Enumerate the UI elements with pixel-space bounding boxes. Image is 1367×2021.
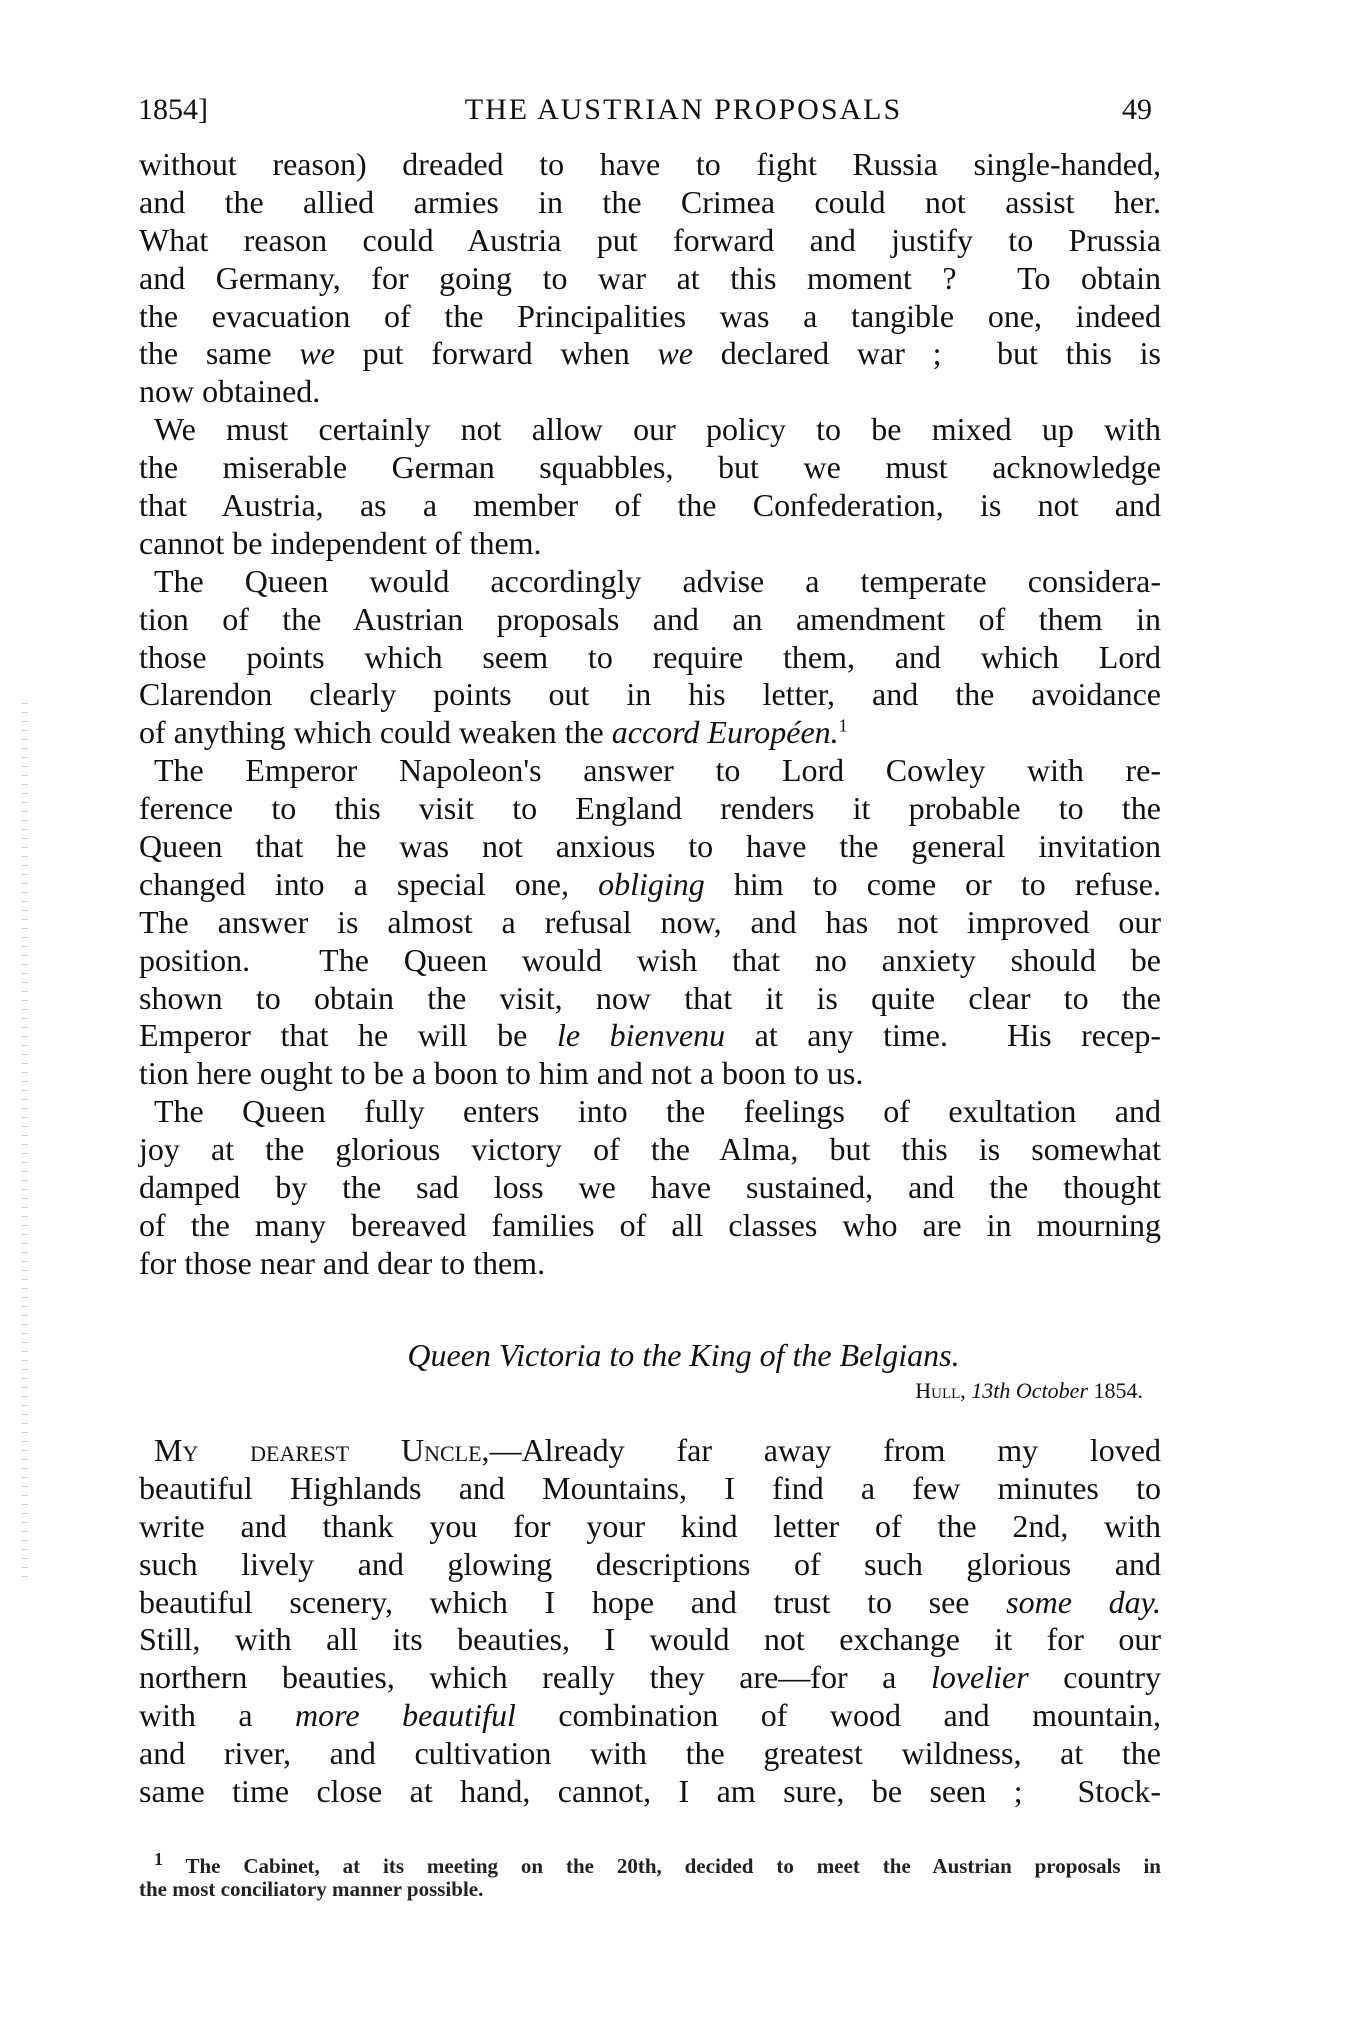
text-line bbox=[139, 1621, 1161, 1659]
text-segment: Emperor that he will be bbox=[139, 1017, 557, 1054]
text-line bbox=[139, 1584, 1161, 1622]
letter-place: Hull, bbox=[915, 1378, 966, 1403]
text-line bbox=[139, 487, 1161, 525]
text-segment: tion of the Austrian proposals and an amendment of them in bbox=[139, 600, 1161, 637]
text-segment: the evacuation of the Principalities was a tangible one, indeed bbox=[139, 297, 1161, 334]
text-segment: The Queen would accordingly advise a temperate considera- bbox=[154, 562, 1161, 599]
text-segment: country bbox=[1028, 1659, 1162, 1696]
text-segment: the most conciliatory manner possible. bbox=[139, 1877, 484, 1901]
italic-text: we bbox=[299, 335, 335, 372]
italic-text: more beautiful bbox=[295, 1697, 516, 1734]
text-line bbox=[139, 1697, 1161, 1735]
text-segment: the same bbox=[139, 335, 300, 372]
text-line bbox=[139, 1508, 1161, 1546]
text-line bbox=[139, 1055, 1161, 1093]
text-segment: him to come or to refuse. bbox=[704, 865, 1162, 902]
text-segment: shown to obtain the visit, now that it is quite clear to the bbox=[139, 979, 1161, 1016]
text-line bbox=[139, 639, 1161, 677]
italic-text: lovelier bbox=[930, 1659, 1029, 1696]
text-line bbox=[139, 1878, 1161, 1901]
text-segment: put forward when bbox=[334, 335, 658, 372]
page-number: 49 bbox=[1122, 93, 1152, 126]
text-line bbox=[139, 1659, 1161, 1697]
text-line bbox=[139, 1432, 1161, 1470]
italic-text: some day. bbox=[1006, 1583, 1162, 1620]
text-segment: at any time. His recep- bbox=[725, 1017, 1162, 1054]
footnote-marker: 1 bbox=[838, 715, 848, 736]
text-line bbox=[139, 752, 1161, 790]
text-line bbox=[139, 1169, 1161, 1207]
text-line bbox=[139, 1546, 1161, 1584]
text-line bbox=[139, 1093, 1161, 1131]
text-line bbox=[139, 298, 1161, 336]
text-segment: the miserable German squabbles, but we must acknowledge bbox=[139, 449, 1161, 486]
text-segment: beautiful Highlands and Mountains, I find a few minutes to bbox=[139, 1469, 1161, 1506]
text-segment: and Germany, for going to war at this moment ? To obtain bbox=[139, 259, 1161, 296]
text-line bbox=[139, 1131, 1161, 1169]
text-line bbox=[139, 563, 1161, 601]
text-segment: Clarendon clearly points out in his letter, and the avoidance bbox=[139, 676, 1161, 713]
text-segment: such lively and glowing descriptions of such glorious and bbox=[139, 1545, 1161, 1582]
text-segment: Still, with all its beauties, I would not exchange it for our bbox=[139, 1621, 1161, 1658]
scan-edge-noise bbox=[22, 700, 28, 1580]
text-line bbox=[139, 904, 1161, 942]
text-line bbox=[139, 790, 1161, 828]
body-text bbox=[139, 146, 1161, 1283]
text-line bbox=[139, 1017, 1161, 1055]
text-line bbox=[139, 260, 1161, 298]
text-segment: My dearest Uncle, bbox=[154, 1432, 490, 1468]
text-segment: those points which seem to require them, and which Lord bbox=[139, 638, 1161, 675]
letter-year: 1854. bbox=[1093, 1378, 1143, 1403]
text-line bbox=[139, 335, 1161, 373]
letter-dateline bbox=[915, 1378, 1143, 1404]
text-segment: that Austria, as a member of the Confederation, is not and bbox=[139, 487, 1161, 524]
text-line bbox=[139, 1207, 1161, 1245]
running-head-title: THE AUSTRIAN PROPOSALS bbox=[464, 93, 903, 126]
text-line bbox=[139, 942, 1161, 980]
text-segment: without reason) dreaded to have to fight Russia single-handed, bbox=[139, 146, 1161, 182]
text-segment: tion here ought to be a boon to him and not a boon to us. bbox=[139, 1055, 864, 1092]
text-segment: and river, and cultivation with the greatest wildness, at the bbox=[139, 1735, 1161, 1772]
text-segment: northern beauties, which really they are—for a bbox=[139, 1659, 931, 1696]
text-segment: for those near and dear to them. bbox=[139, 1244, 546, 1281]
text-segment: same time close at hand, cannot, I am sure, be seen ; Stock- bbox=[139, 1773, 1161, 1810]
italic-text: le bienvenu bbox=[556, 1017, 726, 1054]
running-head-year: 1854] bbox=[138, 93, 208, 126]
text-segment: The answer is almost a refusal now, and has not improved our bbox=[139, 903, 1161, 940]
text-line bbox=[139, 714, 1161, 752]
text-segment: What reason could Austria put forward and justify to Prussia bbox=[139, 221, 1161, 258]
text-segment: declared war ; but this is bbox=[693, 335, 1162, 372]
text-segment: with a bbox=[139, 1697, 296, 1734]
text-segment: of anything which could weaken the bbox=[139, 714, 612, 751]
text-segment: Queen that he was not anxious to have the general invitation bbox=[139, 828, 1161, 865]
text-segment: cannot be independent of them. bbox=[139, 524, 542, 561]
text-segment: damped by the sad loss we have sustained, and the thought bbox=[139, 1169, 1161, 1206]
text-line bbox=[139, 980, 1161, 1018]
text-line bbox=[139, 525, 1161, 563]
text-segment: The Emperor Napoleon's answer to Lord Cowley with re- bbox=[154, 752, 1161, 789]
text-segment: The Queen fully enters into the feelings of exultation and bbox=[154, 1093, 1161, 1130]
text-segment: and the allied armies in the Crimea could not assist her. bbox=[139, 183, 1161, 220]
text-segment: —Already far away from my loved bbox=[489, 1432, 1162, 1468]
text-line bbox=[139, 828, 1161, 866]
footnote-marker: 1 bbox=[154, 1849, 163, 1869]
text-line bbox=[139, 866, 1161, 904]
text-line bbox=[139, 222, 1161, 260]
text-line bbox=[139, 1773, 1161, 1811]
text-segment: The Cabinet, at its meeting on the 20th, decided to meet the Austrian proposals in bbox=[163, 1854, 1161, 1878]
text-line bbox=[139, 1735, 1161, 1773]
text-line bbox=[139, 184, 1161, 222]
text-segment: combination of wood and mountain, bbox=[515, 1697, 1161, 1734]
text-line bbox=[139, 676, 1161, 714]
text-line bbox=[139, 1245, 1161, 1283]
footnote bbox=[139, 1849, 1161, 1901]
text-line bbox=[139, 1470, 1161, 1508]
text-segment: changed into a special one, bbox=[139, 865, 599, 902]
text-line bbox=[139, 1849, 1161, 1878]
letter-heading: Queen Victoria to the King of the Belgians. bbox=[407, 1337, 960, 1373]
text-segment: write and thank you for your kind letter of the 2nd, with bbox=[139, 1507, 1161, 1544]
text-line bbox=[139, 449, 1161, 487]
letter-date: 13th October bbox=[971, 1378, 1088, 1403]
italic-text: obliging bbox=[598, 865, 705, 902]
text-segment: beautiful scenery, which I hope and trust to see bbox=[139, 1583, 1007, 1620]
italic-text: we bbox=[657, 335, 693, 372]
text-segment: now obtained. bbox=[139, 373, 321, 410]
letter-text bbox=[139, 1432, 1161, 1811]
text-segment: We must certainly not allow our policy to be mixed up with bbox=[154, 411, 1161, 448]
text-segment: of the many bereaved families of all classes who are in mourning bbox=[139, 1206, 1161, 1243]
text-line bbox=[139, 373, 1161, 411]
text-line bbox=[139, 146, 1161, 184]
text-line bbox=[139, 601, 1161, 639]
text-segment: ference to this visit to England renders it probable to the bbox=[139, 790, 1161, 827]
text-line bbox=[139, 411, 1161, 449]
text-segment: joy at the glorious victory of the Alma, but this is somewhat bbox=[139, 1131, 1161, 1168]
italic-text: accord Européen. bbox=[611, 714, 839, 751]
text-segment: position. The Queen would wish that no anxiety should be bbox=[139, 941, 1161, 978]
